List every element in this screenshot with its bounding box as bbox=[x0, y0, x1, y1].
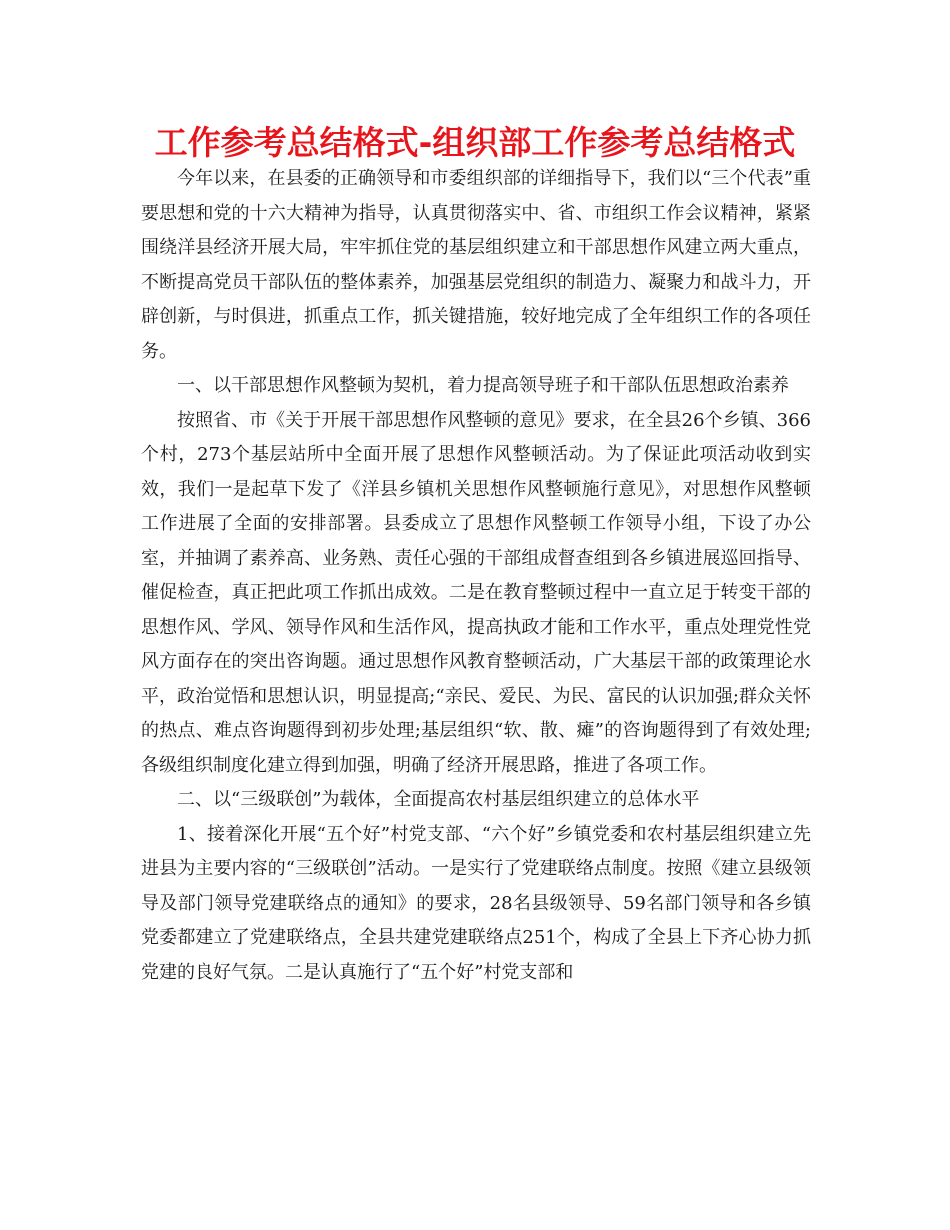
section-heading-2: 二、以“三级联创”为载体，全面提高农村基层组织建立的总体水平 bbox=[177, 789, 700, 810]
paragraph-section-2-item-1: 1、接着深化开展“五个好”村党支部、“六个好”乡镇党委和农村基层组织建立先进县为主要内容的“三级联创”活动。一是实行了党建联络点制度。按照《建立县级领导及部门领导党建联络点的通知》的要求，28名县级领导、59名部门领导和各乡镇党委都建立了党建联络点，全县共建党建联络点251个，构成了全县上下齐心协力抓党建的良好气氛。二是认真施行了“五个好”村党支部和 bbox=[141, 823, 811, 983]
paragraph-intro: 今年以来，在县委的正确领导和市委组织部的详细指导下，我们以“三个代表”重要思想和党的十六大精神为指导，认真贯彻落实中、省、市组织工作会议精神，紧紧围绕洋县经济开展大局，牢牢抓住党的基层组织建立和干部思想作风建立两大重点，不断提高党员干部队伍的整体素养，加强基层党组织的制造力、凝聚力和战斗力，开辟创新，与时俱进，抓重点工作，抓关键措施，较好地完成了全年组织工作的各项任务。 bbox=[141, 168, 811, 362]
document-body bbox=[141, 162, 811, 990]
paragraph-section-1: 按照省、市《关于开展干部思想作风整顿的意见》要求，在全县26个乡镇、366个村，273个基层站所中全面开展了思想作风整顿活动。为了保证此项活动收到实效，我们一是起草下发了《洋县乡镇机关思想作风整顿施行意见》，对思想作风整顿工作进展了全面的安排部署。县委成立了思想作风整顿工作领导小组，下设了办公室，并抽调了素养高、业务熟、责任心强的干部组成督查组到各乡镇进展巡回指导、催促检查，真正把此项工作抓出成效。二是在教育整顿过程中一直立足于转变干部的思想作风、学风、领导作风和生活作风，提高执政才能和工作水平，重点处理党性党风方面存在的突出咨询题。通过思想作风教育整顿活动，广大基层干部的政策理论水平，政治觉悟和思想认识，明显提高;“亲民、爱民、为民、富民的认识加强;群众关怀的热点、难点咨询题得到初步处理;基层组织“软、散、瘫”的咨询题得到了有效处理;各级组织制度化建立得到加强，明确了经济开展思路，推进了各项工作。 bbox=[141, 409, 811, 776]
section-heading-1: 一、以干部思想作风整顿为契机，着力提高领导班子和干部队伍思想政治素养 bbox=[177, 375, 789, 396]
document-title: 工作参考总结格式-组织部工作参考总结格式 bbox=[154, 123, 796, 162]
